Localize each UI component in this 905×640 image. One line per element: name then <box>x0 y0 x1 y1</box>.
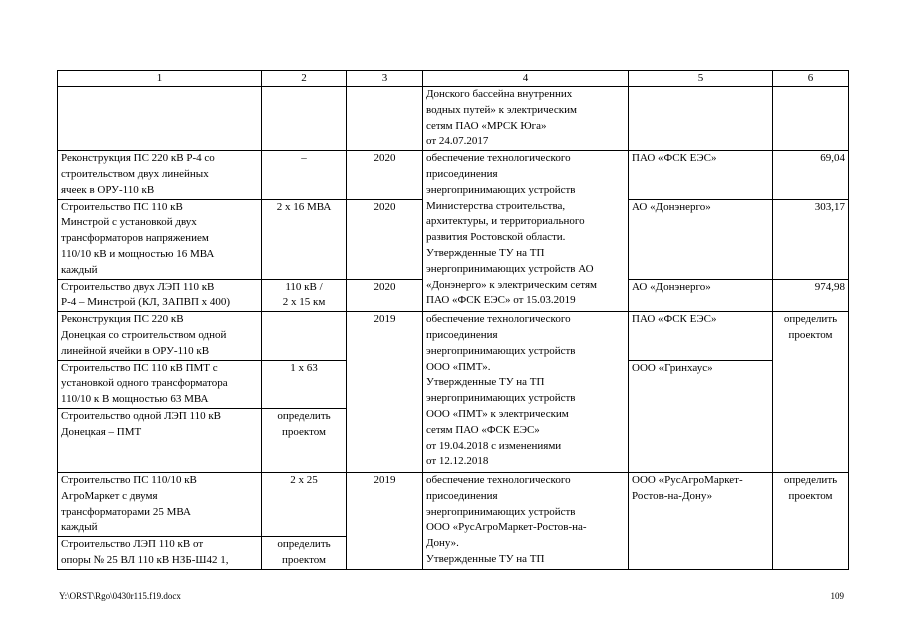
cell-cost: 303,17 <box>773 199 849 279</box>
header-col-6: 6 <box>773 71 849 87</box>
cell-empty <box>262 87 347 151</box>
table-row <box>58 472 849 536</box>
cell-owner: ПАО «ФСК ЕЭС» <box>629 151 773 199</box>
cell-year: 2020 <box>347 279 423 312</box>
cell-year: 2020 <box>347 199 423 279</box>
cell-object-name: Строительство ПС 110 кВ Минстрой с установкой двух трансформаторов напряжением 110/10 кВ и мощностью 16 МВА каждый <box>58 199 262 279</box>
cell-year: 2019 <box>347 312 423 473</box>
cell-year: 2020 <box>347 151 423 199</box>
cell-basis: обеспечение технологического присоединения энергопринимающих устройств Министерства строительства, архитектуры, и территориального развития Ростовской области. Утвержденные ТУ на ТП энергопринимающих устройств АО «Донэнерго» к электрическим сетям ПАО «ФСК ЕЭС» от 15.03.2019 <box>423 151 629 312</box>
cell-object-name: Строительство ПС 110/10 кВ АгроМаркет с двумя трансформаторами 25 МВА каждый <box>58 472 262 536</box>
header-col-3: 3 <box>347 71 423 87</box>
cell-empty <box>58 87 262 151</box>
cell-object-name: Строительство двух ЛЭП 110 кВ Р-4 – Минстрой (КЛ, ЗАПВП х 400) <box>58 279 262 312</box>
cell-object-name: Реконструкция ПС 220 кВ Р-4 со строительством двух линейных ячеек в ОРУ-110 кВ <box>58 151 262 199</box>
cell-cost: определить проектом <box>773 472 849 569</box>
cell-cost: 69,04 <box>773 151 849 199</box>
table-row <box>58 87 849 151</box>
table-row <box>58 151 849 199</box>
cell-cost: определить проектом <box>773 312 849 473</box>
cell-owner: АО «Донэнерго» <box>629 199 773 279</box>
header-col-5: 5 <box>629 71 773 87</box>
cell-owner: АО «Донэнерго» <box>629 279 773 312</box>
cell-capacity: определить проектом <box>262 408 347 472</box>
cell-basis: обеспечение технологического присоединения энергопринимающих устройств ООО «ПМТ». Утвержденные ТУ на ТП энергопринимающих устройств ООО «ПМТ» к электрическим сетям ПАО «ФСК ЕЭС» от 19.04.2018 с изменениями от 12.12.2018 <box>423 312 629 473</box>
cell-object-name: Строительство ЛЭП 110 кВ от опоры № 25 ВЛ 110 кВ НЗБ-Ш42 1, <box>58 537 262 570</box>
header-col-1: 1 <box>58 71 262 87</box>
table-row <box>58 312 849 360</box>
cell-year: 2019 <box>347 472 423 569</box>
cell-capacity: 2 x 16 МВА <box>262 199 347 279</box>
cell-capacity: 2 x 25 <box>262 472 347 536</box>
investment-table <box>57 70 849 570</box>
header-row <box>58 71 849 87</box>
cell-capacity: – <box>262 151 347 199</box>
cell-empty <box>347 87 423 151</box>
header-col-4: 4 <box>423 71 629 87</box>
footer-file-path: Y:\ORST\Rgo\0430r115.f19.docx <box>59 591 181 601</box>
cell-object-name: Реконструкция ПС 220 кВ Донецкая со строительством одной линейной ячейки в ОРУ-110 кВ <box>58 312 262 360</box>
cell-capacity: 110 кВ / 2 х 15 км <box>262 279 347 312</box>
cell-owner: ПАО «ФСК ЕЭС» <box>629 312 773 360</box>
header-col-2: 2 <box>262 71 347 87</box>
cell-empty <box>773 87 849 151</box>
cell-empty <box>629 87 773 151</box>
cell-basis: Донского бассейна внутренних водных путей» к электрическим сетям ПАО «МРСК Юга» от 24.07.2017 <box>423 87 629 151</box>
cell-cost: 974,98 <box>773 279 849 312</box>
cell-owner: ООО «РусАгроМаркет- Ростов-на-Дону» <box>629 472 773 569</box>
cell-capacity: 1 х 63 <box>262 360 347 408</box>
cell-capacity <box>262 312 347 360</box>
cell-object-name: Строительство одной ЛЭП 110 кВ Донецкая – ПМТ <box>58 408 262 472</box>
cell-object-name: Строительство ПС 110 кВ ПМТ с установкой одного трансформатора 110/10 к В мощностью 63 МВА <box>58 360 262 408</box>
cell-owner: ООО «Гринхаус» <box>629 360 773 472</box>
cell-capacity: определить проектом <box>262 537 347 570</box>
page-number: 109 <box>830 591 844 601</box>
cell-basis: обеспечение технологического присоединения энергопринимающих устройств ООО «РусАгроМаркет-Ростов-на- Дону». Утвержденные ТУ на ТП <box>423 472 629 569</box>
